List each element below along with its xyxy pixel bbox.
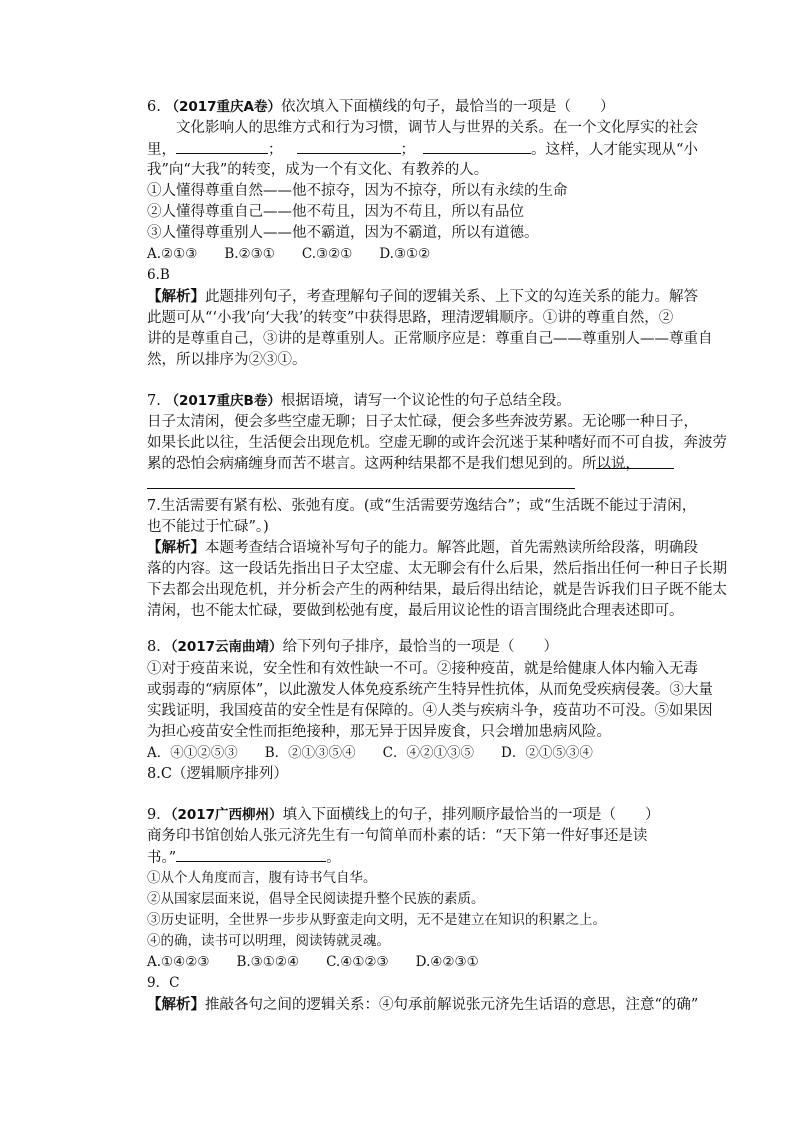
q6-explanation-tag: 【解析】	[147, 288, 205, 305]
q9-choices: A.①④②③ B.③①②④ C.④①②③ D.④②③①	[147, 954, 479, 970]
q9-heading	[147, 805, 660, 825]
q9-passage-line-1: 商务印书馆创始人张元济先生有一句简单而朴素的话：“天下第一件好事还是读	[147, 828, 648, 844]
q8-number: 8．	[147, 639, 171, 655]
q7-passage-line-3	[147, 454, 640, 474]
q7-number: 7.	[147, 393, 161, 409]
q6-passage-line-1: 文化影响人的思维方式和行为习惯，调节人与世界的关系。在一个文化厚实的社会	[176, 120, 698, 136]
q9-number: 9．	[147, 807, 171, 823]
q8-passage-line-1: ①对于疫苗来说，安全性和有效性缺一不可。②接种疫苗，就是给健康人体内输入无毒	[147, 661, 698, 677]
q6-explanation-text-1: 此题排列句子，考查理解句子间的逻辑关系、上下文的勾连关系的能力。解答	[205, 289, 698, 305]
q8-heading	[147, 637, 558, 657]
q7-stem: 根据语境，请写一个议论性的句子总结全段。	[280, 393, 571, 409]
q6-heading	[147, 97, 614, 117]
q6-option-2: ②人懂得尊重自己——他不苟且，因为不苟且，所以有品位	[147, 204, 524, 220]
q7-source: （2017重庆B卷）	[165, 393, 281, 409]
q8-source: （2017云南曲靖）	[170, 639, 283, 655]
q9-text-a: 书。”	[147, 850, 177, 866]
q9-option-1: ①从个人角度而言，腹有诗书气自华。	[147, 870, 377, 886]
q9-blank	[176, 847, 326, 862]
q7-answer-blank-2	[147, 488, 575, 489]
q9-answer: 9．C	[147, 975, 180, 991]
q9-source: （2017广西柳州）	[170, 807, 283, 823]
q8-passage-line-3: 实践证明，我国疫苗的安全性是有保障的。④人类与疾病斗争，疫苗功不可没。⑤如果因	[147, 703, 713, 719]
q9-explanation-text-1: 推敲各句之间的逻辑关系：④句承前解说张元济先生话语的意思，注意“的确”	[205, 997, 699, 1013]
q6-blank-3	[423, 139, 531, 154]
q6-blank-1	[176, 139, 268, 154]
q6-number: 6.	[147, 99, 161, 115]
q9-option-3: ③历史证明，全世界一步步从野蛮走向文明，无不是建立在知识的积累之上。	[147, 912, 606, 928]
q6-option-1: ①人懂得尊重自然——他不掠夺，因为不掠夺，所以有永续的生命	[147, 183, 568, 199]
q9-stem: 填入下面横线上的句子，排列顺序最恰当的一项是（ ）	[282, 807, 660, 823]
q6-text-d: 。这样，人才能实现从“小	[531, 142, 698, 158]
q7-answer-line-1: 7.生活需要有紧有松、张弛有度。(或“生活需要劳逸结合”；或“生活既不能过于清闲，	[147, 498, 697, 514]
q6-explanation-line-2: 此题可从“‘小我’向‘大我’的转变”中获得思路，理清逻辑顺序。①讲的尊重自然，②	[147, 310, 674, 326]
q6-text-c: ；	[400, 142, 415, 158]
q7-passage-line-1: 日子太清闲，便会多些空虚无聊；日子太忙碌，便会多些奔波劳累。无论哪一种日子，	[147, 414, 698, 430]
q6-option-3: ③人懂得尊重别人——他不霸道，因为不霸道，所以有道德。	[147, 225, 539, 241]
q6-text-a: 里，	[147, 142, 176, 158]
q6-text-b: ；	[268, 142, 283, 158]
q7-heading	[147, 391, 571, 411]
q6-answer: 6.B	[147, 267, 170, 283]
q8-passage-line-2: 或弱毒的“病原体”，以此激发人体免疫系统产生特异性抗体，从而免受疾病侵袭。③大量	[147, 682, 713, 698]
q7-explanation-line-4: 清闲，也不能太忙碌，要做到松弛有度，最后用议论性的语言围绕此合理表述即可。	[147, 603, 684, 619]
q9-option-4: ④的确，读书可以明理，阅读铸就灵魂。	[147, 933, 390, 949]
q9-option-2: ②从国家层面来说，倡导全民阅读提升整个民族的素质。	[147, 891, 485, 907]
q6-explanation-line-1	[147, 287, 698, 307]
q8-passage-line-4: 为担心疫苗安全性而拒绝接种，那无异于因异废食，只会增加患病风险。	[147, 724, 611, 740]
q6-explanation-line-3: 讲的是尊重自己，③讲的是尊重别人。正常顺序应是：尊重自己——尊重别人——尊重自	[147, 331, 713, 347]
q7-explanation-tag: 【解析】	[147, 539, 205, 556]
q8-choices: A．④①②⑤③ B．②①③⑤④ C．④②①③⑤ D．②①⑤③④	[147, 745, 593, 761]
q7-passage-line-2: 如果长此以往，生活便会出现危机。空虚无聊的或许会沉迷于某种嗜好而不可自拔，奔波劳	[147, 435, 727, 451]
q6-source: （2017重庆A卷）	[165, 99, 281, 115]
q9-passage-line-2	[147, 847, 341, 868]
q6-explanation-line-4: 然，所以排序为②③①。	[147, 352, 307, 368]
q7-explanation-line-2: 落的内容。这一段话先指出日子太空虚、太无聊会有什么后果，然后指出任何一种日子长期	[147, 561, 727, 577]
q6-passage-line-3: 我”向“大我”的转变，成为一个有文化、有教养的人。	[147, 162, 489, 178]
q6-stem: 依次填入下面横线的句子，最恰当的一项是（ ）	[280, 99, 615, 115]
q6-choices: A.②①③ B.②③① C.③②① D.③①②	[147, 246, 431, 262]
q7-passage-text-3: 累的恐怕会病痛缠身而苦不堪言。这两种结果都不是我们想见到的。所以说，	[147, 456, 640, 472]
q8-answer: 8.C（逻辑顺序排列）	[147, 766, 288, 782]
q7-explanation-line-3: 下去都会出现危机，并分析会产生的两种结果，最后得出结论，就是告诉我们日子既不能太	[147, 582, 727, 598]
q9-text-b: 。	[326, 850, 341, 866]
q9-explanation-tag: 【解析】	[147, 996, 205, 1013]
q7-explanation-line-1	[147, 538, 698, 558]
q9-explanation-line-1	[147, 995, 698, 1015]
q6-passage-line-2	[147, 139, 698, 160]
q7-answer-line-2: 也不能过于忙碌”。)	[147, 519, 269, 535]
q7-explanation-text-1: 本题考查结合语境补写句子的能力。解答此题，首先需熟读所给段落，明确段	[205, 540, 698, 556]
q8-stem: 给下列句子排序，最恰当的一项是（ ）	[282, 639, 559, 655]
q6-blank-2	[297, 139, 401, 154]
q7-answer-blank-1	[596, 468, 674, 469]
